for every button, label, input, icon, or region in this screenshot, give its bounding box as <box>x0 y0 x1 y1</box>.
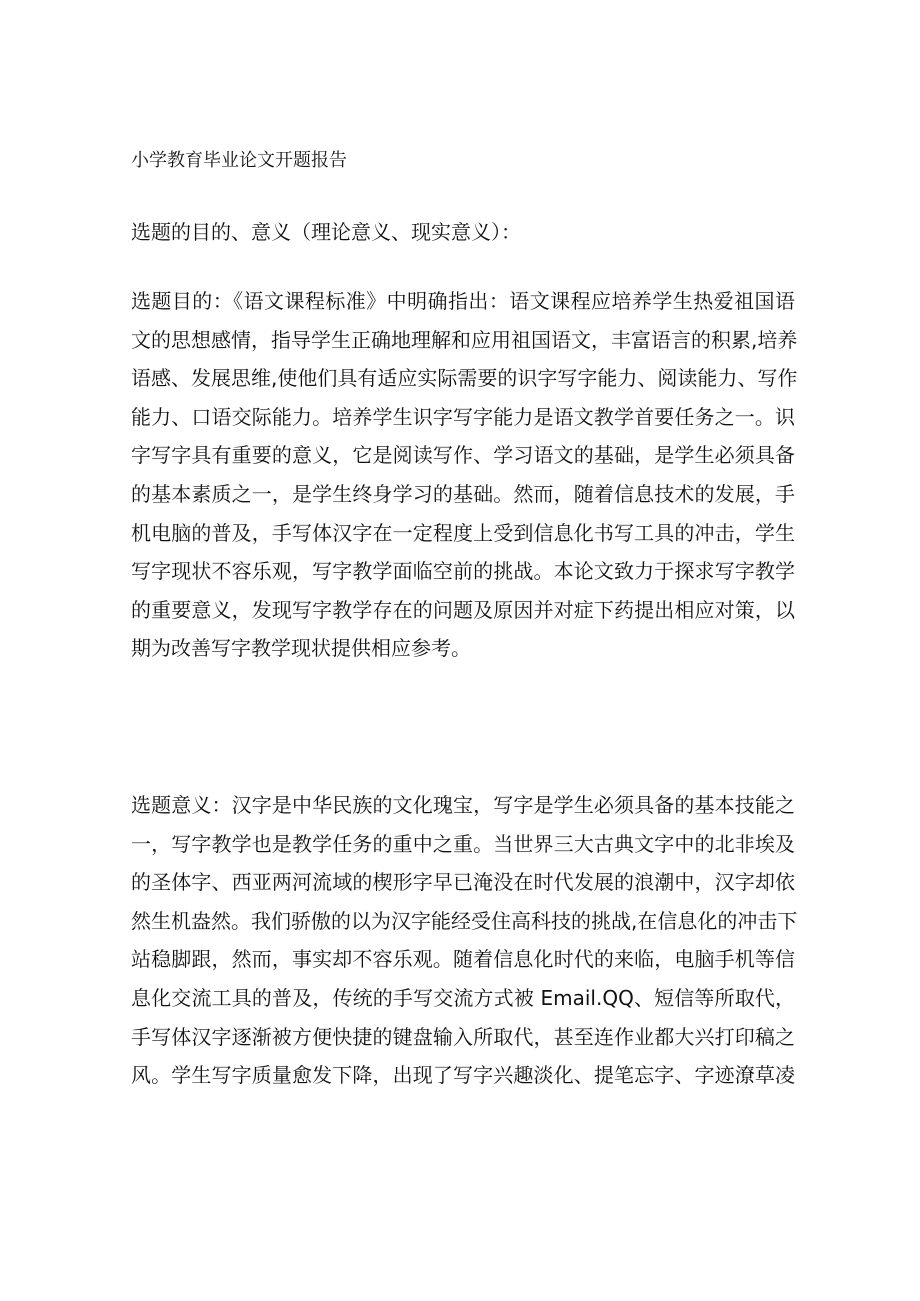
paragraph-line: 一，写字教学也是教学任务的重中之重。当世界三大古典文字中的北非埃及 <box>131 831 795 856</box>
paragraph-line: 语感、发展思维,使他们具有适应实际需要的识字写字能力、阅读能力、写作 <box>131 366 798 391</box>
paragraph-line: 选题目的：《语文课程标准》中明确指出：语文课程应培养学生热爱祖国语 <box>131 289 795 313</box>
paragraph-line: 文的思想感情，指导学生正确地理解和应用祖国语文，丰富语言的积累,培养 <box>131 327 798 352</box>
paragraph-line: 然生机盎然。我们骄傲的以为汉字能经受住高科技的挑战,在信息化的冲击下 <box>131 908 798 933</box>
paragraph-line: 期为改善写字教学现状提供相应参考。 <box>131 636 471 661</box>
paragraph-line: 的重要意义，发现写字教学存在的问题及原因并对症下药提出相应对策，以 <box>131 597 795 622</box>
significance-paragraph <box>131 786 798 1095</box>
paragraph-line: 手写体汉字逐渐被方便快捷的键盘输入所取代，甚至连作业都大兴打印稿之 <box>131 1024 795 1049</box>
paragraph-line: 能力、口语交际能力。培养学生识字写字能力是语文教学首要任务之一。识 <box>131 404 795 429</box>
paragraph-line: 字写字具有重要的意义，它是阅读写作、学习语文的基础，是学生必须具备 <box>131 443 795 468</box>
purpose-paragraph <box>131 282 798 668</box>
paragraph-line: 风。学生写字质量愈发下降，出现了写字兴趣淡化、提笔忘字、字迹潦草凌 <box>131 1063 795 1088</box>
document-title: 小学教育毕业论文开题报告 <box>131 150 347 171</box>
paragraph-line: 的基本素质之一，是学生终身学习的基础。然而，随着信息技术的发展，手 <box>131 481 795 506</box>
paragraph-line: 选题意义：汉字是中华民族的文化瑰宝，写字是学生必须具备的基本技能之 <box>131 793 795 817</box>
paragraph-line: 息化交流工具的普及，传统的手写交流方式被 Email.QQ、短信等所取代， <box>131 985 795 1010</box>
paragraph-line: 站稳脚跟，然而，事实却不容乐观。随着信息化时代的来临，电脑手机等信 <box>131 947 795 972</box>
paragraph-line: 的圣体字、西亚两河流域的楔形字早已淹没在时代发展的浪潮中，汉字却依 <box>131 870 795 895</box>
paragraph-line: 机电脑的普及，手写体汉字在一定程度上受到信息化书写工具的冲击，学生 <box>131 520 795 545</box>
paragraph-line: 写字现状不容乐观，写字教学面临空前的挑战。本论文致力于探求写字教学 <box>131 559 795 584</box>
section-heading: 选题的目的、意义（理论意义、现实意义）： <box>131 220 521 244</box>
